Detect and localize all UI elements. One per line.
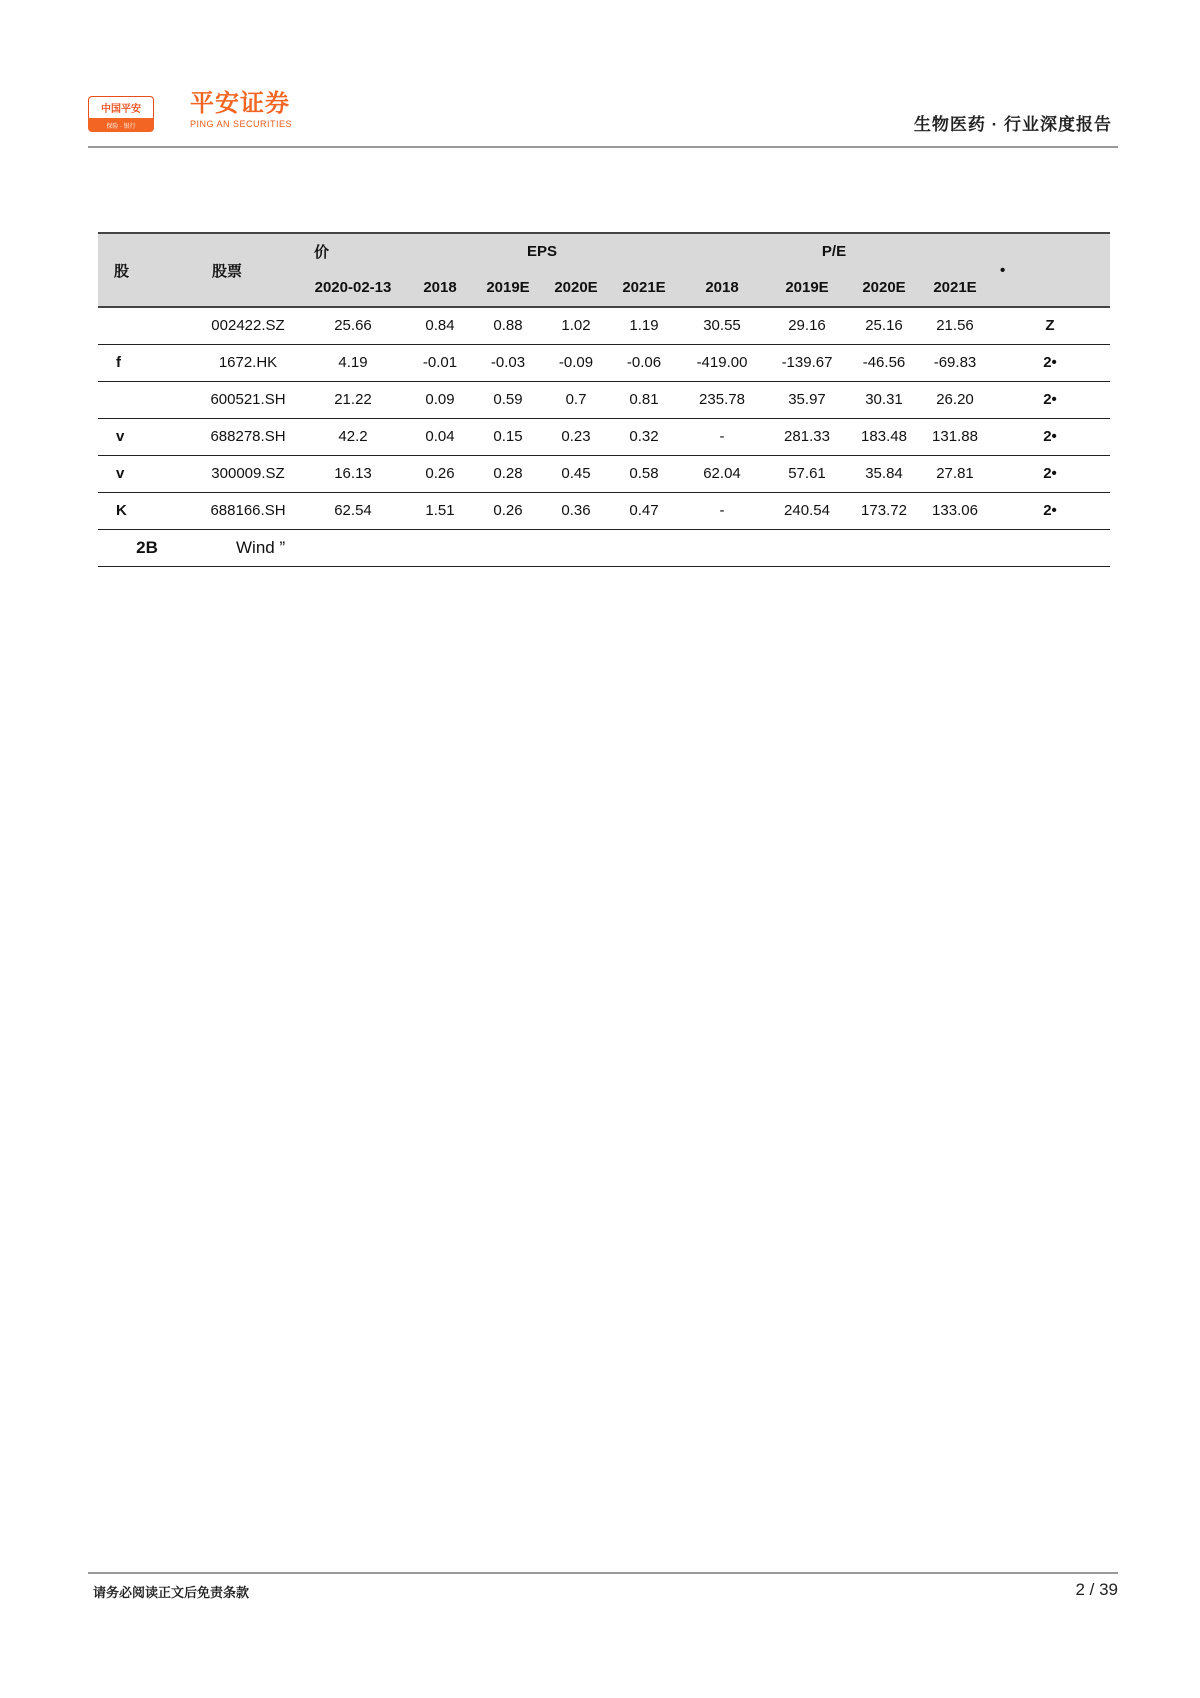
- pe-cell: 26.20: [936, 391, 974, 408]
- pe-cell: -139.67: [781, 354, 833, 371]
- pe-cell: 35.97: [788, 391, 826, 408]
- valuation-table: [98, 232, 1110, 567]
- eps-cell: 0.04: [425, 428, 455, 445]
- pe-cell: 235.78: [699, 391, 745, 408]
- eps-cell: 0.88: [493, 317, 523, 335]
- rating-header: •: [990, 233, 1110, 307]
- eps-cell: 0.26: [425, 465, 455, 482]
- pe-cell: -419.00: [696, 354, 748, 371]
- eps-cell: 0.47: [629, 502, 659, 519]
- eps-cell: -0.06: [626, 354, 662, 371]
- rating-cell: 2•: [1043, 465, 1057, 482]
- stock-name-cell: [98, 307, 196, 344]
- pe-cell: 25.16: [865, 317, 903, 335]
- table-row: [98, 455, 1110, 492]
- header-divider: [88, 146, 1118, 148]
- eps-cell: 0.58: [629, 465, 659, 482]
- table-row: [98, 381, 1110, 418]
- pe-cell: 29.16: [788, 317, 826, 335]
- price-date-header: 2020-02-13: [300, 269, 406, 307]
- table-body: [98, 307, 1110, 529]
- pe-cell: 62.04: [703, 465, 741, 482]
- pe-2018-header: 2018: [678, 269, 766, 307]
- eps-cell: 0.32: [629, 428, 659, 445]
- pe-cell: -: [719, 502, 725, 519]
- eps-cell: 0.7: [565, 391, 587, 408]
- pe-cell: 173.72: [861, 502, 907, 519]
- report-type: 生物医药 · 行业深度报告: [913, 115, 1112, 134]
- eps-cell: 1.19: [629, 317, 659, 335]
- col-name-header: 股: [98, 233, 196, 307]
- stock-name-cell: [98, 381, 196, 418]
- stock-name-cell: v: [116, 465, 125, 482]
- table-row: [98, 492, 1110, 529]
- eps-group-header: EPS: [406, 233, 678, 269]
- eps-2020e-header: 2020E: [542, 269, 610, 307]
- table-row: [98, 307, 1110, 344]
- pe-cell: -: [719, 428, 725, 445]
- pe-cell: 133.06: [932, 502, 978, 519]
- pe-cell: -46.56: [862, 354, 906, 371]
- stock-code-cell: 600521.SH: [210, 391, 286, 408]
- table-row: [98, 344, 1110, 381]
- stock-code-cell: 688166.SH: [210, 502, 286, 519]
- col-code-header: 股票: [196, 233, 300, 307]
- logo-top-text: 中国平安: [88, 96, 154, 118]
- eps-cell: 1.02: [561, 317, 591, 335]
- footer-divider: [88, 1572, 1118, 1574]
- stock-code-cell: 002422.SZ: [211, 317, 285, 335]
- rating-cell: Z: [1045, 317, 1055, 335]
- price-cell: 4.19: [338, 354, 368, 371]
- pe-2019e-header: 2019E: [766, 269, 848, 307]
- pe-cell: 57.61: [788, 465, 826, 482]
- pe-cell: 30.31: [865, 391, 903, 408]
- eps-cell: 0.81: [629, 391, 659, 408]
- eps-2018-header: 2018: [406, 269, 474, 307]
- table-row: [98, 418, 1110, 455]
- price-cell: 16.13: [334, 465, 372, 482]
- page-number: 2 / 39: [1075, 1580, 1118, 1599]
- eps-cell: 1.51: [425, 502, 455, 519]
- pe-cell: 21.56: [936, 317, 974, 335]
- pe-cell: 30.55: [703, 317, 741, 335]
- stock-code-cell: 1672.HK: [218, 354, 278, 371]
- stock-name-cell: K: [116, 502, 127, 519]
- stock-name-cell: v: [116, 428, 125, 445]
- table-source: [98, 529, 1110, 566]
- stock-name-cell: f: [116, 354, 121, 371]
- eps-2019e-header: 2019E: [474, 269, 542, 307]
- table-header-row-1: [98, 233, 1110, 269]
- eps-cell: -0.01: [422, 354, 458, 371]
- eps-cell: 0.09: [425, 391, 455, 408]
- price-cell: 25.66: [334, 317, 372, 335]
- pe-cell: 27.81: [936, 465, 974, 482]
- rating-cell: 2•: [1043, 428, 1057, 445]
- eps-cell: 0.36: [561, 502, 591, 519]
- pe-cell: 183.48: [861, 428, 907, 445]
- brand-logo: [190, 90, 292, 130]
- pe-2021e-header: 2021E: [920, 269, 990, 307]
- stock-code-cell: 300009.SZ: [211, 465, 285, 482]
- stock-code-cell: 688278.SH: [210, 428, 286, 445]
- source-text: Wind ”: [236, 537, 286, 557]
- eps-cell: 0.26: [493, 502, 523, 519]
- pe-group-header: P/E: [678, 233, 990, 269]
- brand-name-en: PING AN SECURITIES: [190, 119, 293, 129]
- col-price-header: 价: [300, 233, 406, 269]
- eps-cell: 0.23: [561, 428, 591, 445]
- pe-cell: 240.54: [784, 502, 830, 519]
- logo-bottom-text: 保险 · 银行: [106, 123, 136, 130]
- disclaimer-notice: 请务必阅读正文后免责条款: [93, 1585, 250, 1600]
- pe-cell: 281.33: [784, 428, 830, 445]
- eps-cell: -0.09: [558, 354, 594, 371]
- eps-2021e-header: 2021E: [610, 269, 678, 307]
- price-cell: 42.2: [338, 428, 368, 445]
- ping-an-group-logo: [88, 96, 154, 132]
- eps-cell: 0.59: [493, 391, 523, 408]
- price-cell: 21.22: [334, 391, 372, 408]
- price-cell: 62.54: [334, 502, 372, 519]
- eps-cell: 0.45: [561, 465, 591, 482]
- pe-cell: 131.88: [932, 428, 978, 445]
- eps-cell: 0.84: [425, 317, 455, 335]
- page-header: [88, 88, 1118, 148]
- rating-cell: 2•: [1043, 354, 1057, 371]
- rating-cell: 2•: [1043, 391, 1057, 408]
- pe-cell: 35.84: [865, 465, 903, 482]
- brand-name-cn: 平安证券: [190, 90, 290, 117]
- rating-cell: 2•: [1043, 502, 1057, 519]
- eps-cell: -0.03: [490, 354, 526, 371]
- pe-cell: -69.83: [933, 354, 977, 371]
- eps-cell: 0.28: [493, 465, 523, 482]
- eps-cell: 0.15: [493, 428, 523, 445]
- source-row: [98, 529, 1110, 566]
- pe-2020e-header: 2020E: [848, 269, 920, 307]
- source-label: 2B: [136, 537, 158, 557]
